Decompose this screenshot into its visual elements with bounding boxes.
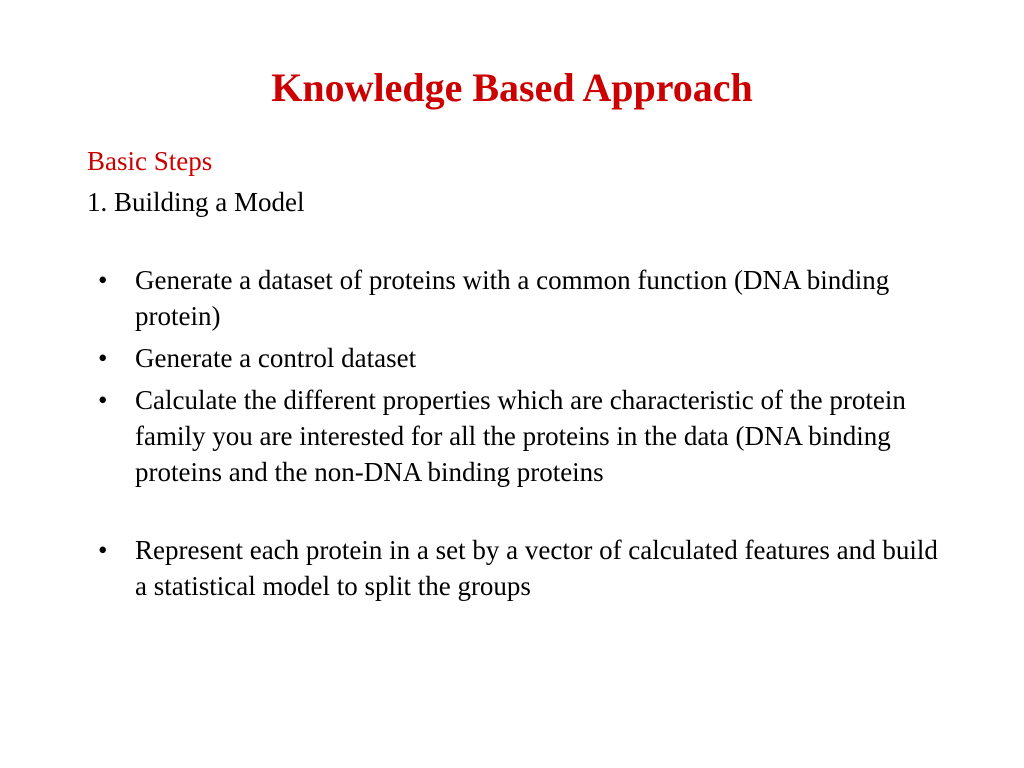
bullet-dot-icon: •	[98, 385, 108, 415]
bullet-item	[98, 340, 948, 376]
bullet-text: Represent each protein in a set by a vector of calculated features and build a statistical model to split the groups	[135, 535, 938, 601]
bullet-dot-icon: •	[98, 265, 108, 295]
bullet-dot-icon: •	[98, 343, 108, 373]
bullet-list	[98, 262, 948, 610]
bullet-text: Generate a dataset of proteins with a common function (DNA binding protein)	[135, 265, 890, 331]
bullet-dot-icon: •	[98, 535, 108, 565]
bullet-text: Generate a control dataset	[135, 343, 417, 373]
slide-title: Knowledge Based Approach	[271, 65, 753, 110]
bullet-item	[98, 532, 948, 604]
bullet-text: Calculate the different properties which are characteristic of the protein family you are interested for all the proteins in the data (DNA binding proteins and the non-DNA binding proteins	[135, 385, 906, 487]
section-subtitle: Basic Steps	[87, 146, 213, 176]
bullet-item	[98, 262, 948, 334]
step-heading: 1. Building a Model	[87, 187, 305, 217]
bullet-item	[98, 382, 948, 490]
